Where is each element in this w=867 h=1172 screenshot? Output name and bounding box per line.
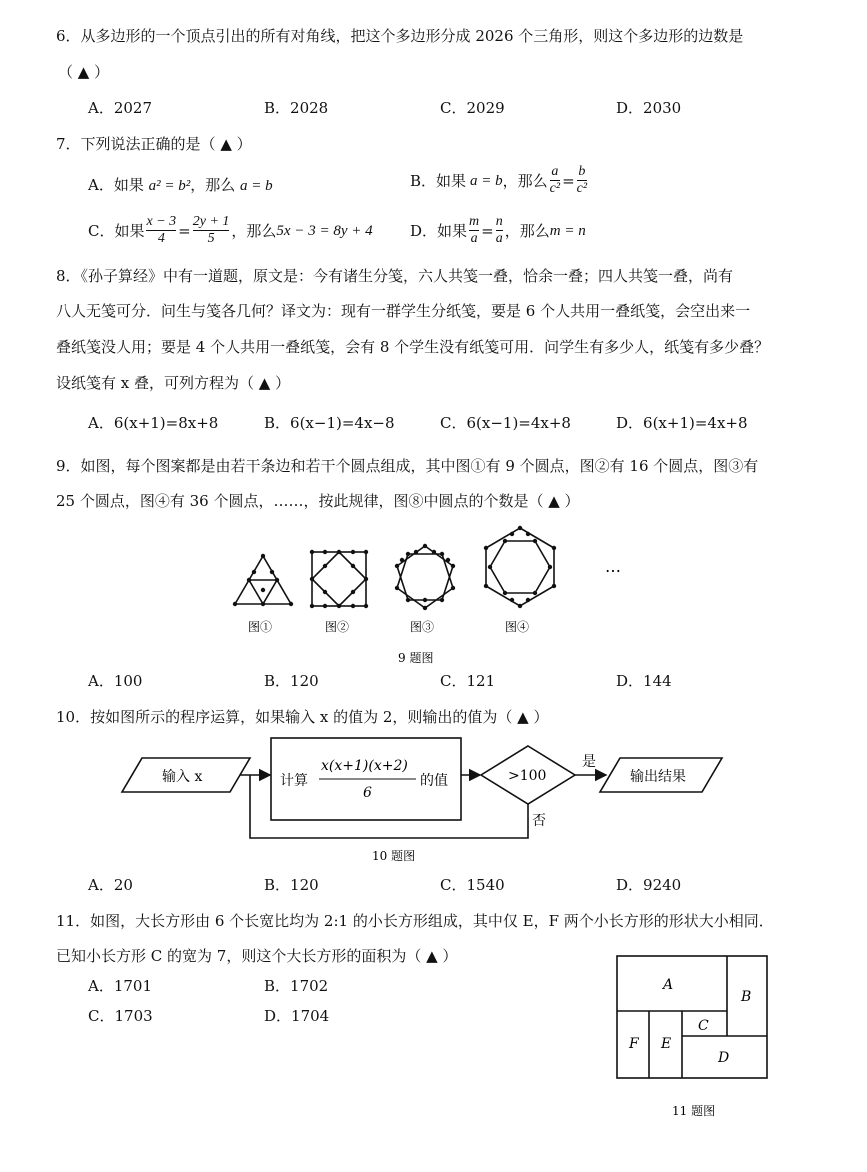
q11-option-d: D．1704: [264, 1007, 330, 1025]
fig2-diamond: [312, 552, 366, 606]
q7-c-result: 5x − 3 = 8y + 4: [276, 222, 373, 239]
label-c: C: [698, 1018, 709, 1034]
fig2-square: [312, 552, 366, 606]
q6-option-b: B．2028: [264, 99, 329, 117]
q11-option-c: C．1703: [88, 1007, 153, 1025]
fig1-label: 图①: [248, 620, 273, 634]
q11-line-2: 已知小长方形 C 的宽为 7，则这个大长方形的面积为（ ▲ ）: [56, 947, 458, 965]
q10-flowchart: [120, 732, 740, 872]
label-f: F: [629, 1036, 639, 1052]
q7-option-a: [88, 175, 273, 196]
denominator: c²: [549, 181, 561, 196]
q9-pattern-figures: [220, 520, 640, 670]
q6-stem: 6．从多边形的一个顶点引出的所有对角线，把这个多边形分成 2026 个三角形，则这个多边形的边数是: [56, 27, 744, 45]
fig4-label: 图④: [505, 620, 530, 634]
q7-stem: 7．下列说法正确的是（ ▲ ）: [56, 135, 252, 153]
q10-option-b: B．120: [264, 876, 319, 894]
q8-option-a: A．6(x+1)=8x+8: [88, 414, 219, 432]
compute-prefix: 计算: [280, 773, 308, 789]
q8-option-c: C．6(x−1)=4x+8: [440, 414, 571, 432]
q11-option-a: A．1701: [88, 977, 153, 995]
numerator: b: [578, 164, 586, 179]
q7-option-b: B．如果 a = b ，那么 $\frac{a}{\text{c²}}$ = $\frac{b}{\text{c²}}$: [410, 164, 588, 196]
q8-option-b: B．6(x−1)=4x−8: [264, 414, 395, 432]
q6-answer-blank: （ ▲ ）: [58, 63, 110, 81]
q7-b-fraction-right: [577, 164, 587, 197]
q10-option-c: C．1540: [440, 876, 505, 894]
q10-stem: 10．按如图所示的程序运算，如果输入 x 的值为 2，则输出的值为（ ▲ ）: [56, 708, 549, 726]
numerator: m: [469, 214, 480, 229]
q11-option-b: B．1702: [264, 977, 329, 995]
denominator: 4: [157, 231, 165, 246]
q7-option-c: C．如果 $\frac{x - 3}{4}$ = $\frac{2y + 1}{5}$ ，那么 5x − 3 = 8y + 4: [88, 214, 373, 246]
fig2-label: 图②: [325, 620, 350, 634]
q9-option-b: B．120: [264, 672, 319, 690]
q11-line-1: 11．如图，大长方形由 6 个长宽比均为 2:1 的小长方形组成，其中仅 E，F 两个小长方形的形状大小相同．: [56, 912, 774, 930]
numerator: 2y + 1: [192, 214, 230, 229]
q7-b-condition: a = b: [470, 172, 503, 189]
q7-a-then: ，那么: [190, 176, 236, 194]
numerator: n: [495, 214, 503, 229]
condition-label: >100: [508, 768, 547, 784]
q6-option-c: C．2029: [440, 99, 505, 117]
q7-b-fraction-left: [550, 164, 560, 197]
q8-line-4: 设纸笺有 x 叠，可列方程为（ ▲ ）: [56, 374, 291, 392]
q11-caption: 11 题图: [672, 1104, 716, 1118]
q9-line-2: 25 个圆点，图④有 36 个圆点，……，按此规律，图⑧中圆点的个数是（ ▲ ）: [56, 492, 580, 510]
q7-d-fraction-left: [469, 214, 479, 247]
label-d: D: [718, 1050, 730, 1066]
denominator: a: [470, 231, 478, 246]
q7-d-then: ，那么: [504, 221, 550, 240]
fig4-hexagon-a: [486, 528, 554, 606]
denominator: c²: [576, 181, 588, 196]
q8-line-3: 叠纸笺没人用；要是 4 个人共用一叠纸笺，会有 8 个学生没有纸笺可用．问学生有多少人，纸笺有多少叠？: [56, 338, 770, 356]
label-a: A: [663, 977, 674, 993]
q7-b-prefix: B．如果: [410, 171, 467, 190]
q7-a-condition: a² = b²: [148, 178, 191, 194]
label-b: B: [741, 989, 752, 1005]
compute-denominator: 6: [363, 785, 372, 801]
denominator: 5: [207, 231, 215, 246]
q7-d-result: m = n: [549, 222, 586, 239]
q10-option-d: D．9240: [616, 876, 682, 894]
q7-a-result: a = b: [240, 178, 273, 194]
yes-label: 是: [582, 754, 596, 770]
fig3-label: 图③: [410, 620, 435, 634]
q7-c-fraction-left: [146, 214, 176, 247]
compute-suffix: 的值: [420, 773, 448, 789]
fig4-hexagon-b: [490, 541, 550, 593]
q8-line-1: 8．《孙子算经》中有一道题，原文是：今有诸生分笺，六人共笺一叠，恰余一叠；四人共笺一叠，尚有: [56, 267, 734, 285]
q7-d-prefix: D．如果: [410, 221, 468, 240]
denominator: a: [495, 231, 503, 246]
numerator: x − 3: [146, 214, 177, 229]
q11-rectangle-figure: [610, 950, 780, 1125]
compute-numerator: x(x+1)(x+2): [321, 758, 408, 774]
q9-caption: 9 题图: [398, 651, 434, 665]
output-label: 输出结果: [630, 769, 686, 785]
no-label: 否: [532, 813, 546, 829]
q9-option-a: A．100: [88, 672, 143, 690]
q7-d-fraction-right: [496, 214, 503, 247]
q7-option-d: D．如果 $\frac{m}{a}$ = $\frac{n}{a}$ ，那么 m = n: [410, 214, 586, 246]
label-e: E: [661, 1036, 672, 1052]
fig-ellipsis: …: [605, 557, 621, 576]
q7-b-then: ，那么: [502, 171, 548, 190]
q6-option-d: D．2030: [616, 99, 682, 117]
q7-c-then: ，那么: [231, 221, 277, 240]
q10-caption: 10 题图: [372, 849, 416, 863]
q8-line-2: 八人无笺可分．问生与笺各几何？译文为：现有一群学生分纸笺，要是 6 个人共用一叠纸笺，会空出来一: [56, 302, 751, 320]
big-rectangle: [617, 956, 767, 1078]
q8-option-d: D．6(x+1)=4x+8: [616, 414, 748, 432]
q7-c-prefix: C．如果: [88, 221, 145, 240]
input-label: 输入 x: [162, 769, 203, 785]
q7-c-fraction-right: [193, 214, 230, 247]
q9-line-1: 9．如图，每个图案都是由若干条边和若干个圆点组成，其中图①有 9 个圆点，图②有 16 个圆点，图③有: [56, 457, 759, 475]
q9-option-d: D．144: [616, 672, 672, 690]
q7-a-prefix: A．如果: [88, 176, 144, 194]
q10-option-a: A．20: [88, 876, 133, 894]
q9-option-c: C．121: [440, 672, 496, 690]
numerator: a: [551, 164, 559, 179]
q6-option-a: A．2027: [88, 99, 153, 117]
